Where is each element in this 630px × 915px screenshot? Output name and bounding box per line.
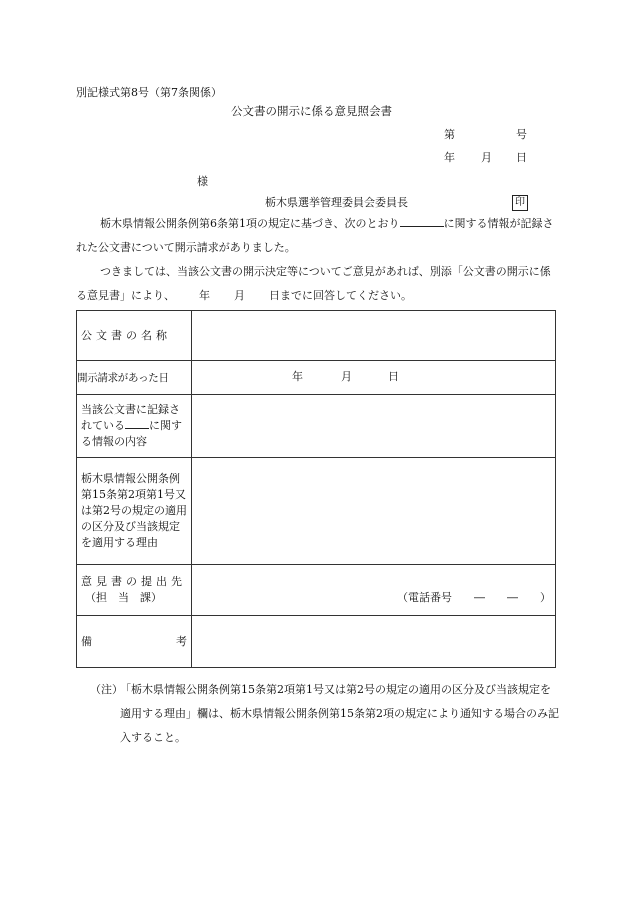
paragraph-2-text-c: 日までに回答してください。 (269, 289, 412, 302)
paragraph-1-blank (400, 226, 444, 227)
request-date-month: 月 (341, 370, 352, 383)
table-row (77, 616, 556, 668)
sender-name: 栃木県選挙管理委員会委員長 (265, 196, 408, 209)
row-value-document-name[interactable] (192, 311, 556, 361)
paragraph-2 (76, 260, 556, 308)
paragraph-2-text-a: つきましては、当該公文書の開示決定等についてご意見があれば、別添「公文書の開示に係る意見書」により、 (76, 265, 551, 302)
row-value-info-content[interactable] (192, 395, 556, 458)
paragraph-2-year: 年 (199, 289, 210, 302)
info-content-blank (125, 428, 149, 429)
table-row (77, 361, 556, 395)
request-date-year: 年 (292, 370, 303, 383)
submission-label-b: （担 当 課） (85, 591, 162, 604)
paragraph-2-month: 月 (234, 289, 245, 302)
date-month-label: 月 (481, 151, 492, 164)
remarks-label-b: 考 (176, 634, 187, 648)
row-label-remarks (77, 616, 192, 668)
info-content-label-a: 当該公文書に記録されている (81, 403, 180, 432)
row-value-request-date[interactable] (192, 361, 556, 395)
paragraph-1-text-b: に関する情報が記録された公文書について開示請求がありました。 (76, 217, 554, 254)
footnote (90, 678, 560, 750)
paragraph-1-text-a: 栃木県情報公開条例第6条第1項の規定に基づき、次のとおり (100, 217, 400, 230)
submission-label-a: 意見書の提出先 (81, 575, 186, 588)
reference-dai: 第 (444, 128, 455, 141)
row-value-submission-destination[interactable] (192, 565, 556, 616)
row-label-info-content (77, 395, 192, 458)
info-content-label-b: に関する情報の内容 (81, 419, 182, 448)
table-row (77, 311, 556, 361)
row-value-applicable-provision[interactable] (192, 458, 556, 565)
row-label-document-name: 公文書の名称 (77, 311, 192, 361)
seal-text: 印 (512, 195, 528, 211)
row-value-remarks[interactable] (192, 616, 556, 668)
table-row (77, 565, 556, 616)
footnote-body: 「栃木県情報公開条例第15条第2項第1号又は第2号の規定の適用の区分及び当該規定を適用する理由」欄は、栃木県情報公開条例第15条第2項の規定により通知する場合のみ記入すること。 (120, 683, 559, 744)
row-label-applicable-provision: 栃木県情報公開条例第15条第2項第1号又は第2号の規定の適用の区分及び当該規定を適用する理由 (77, 458, 192, 565)
row-label-submission-destination (77, 565, 192, 616)
footnote-prefix: （注） (90, 683, 123, 696)
phone-number-label: （電話番号 ― ― ） (397, 591, 551, 604)
document-title: 公文書の開示に係る意見照会書 (231, 104, 392, 118)
remarks-label-a: 備 (81, 634, 92, 648)
paragraph-1 (76, 212, 556, 260)
addressee-suffix: 様 (197, 175, 208, 188)
request-date-day: 日 (388, 370, 399, 383)
reference-go: 号 (516, 128, 527, 141)
date-year-label: 年 (444, 151, 455, 164)
form-number: 別記様式第8号（第7条関係） (76, 86, 222, 99)
date-day-label: 日 (516, 151, 527, 164)
seal-mark (512, 195, 528, 211)
table-row (77, 395, 556, 458)
table-row (77, 458, 556, 565)
inquiry-table (76, 310, 556, 668)
row-label-request-date: 開示請求があった日 (77, 361, 192, 395)
